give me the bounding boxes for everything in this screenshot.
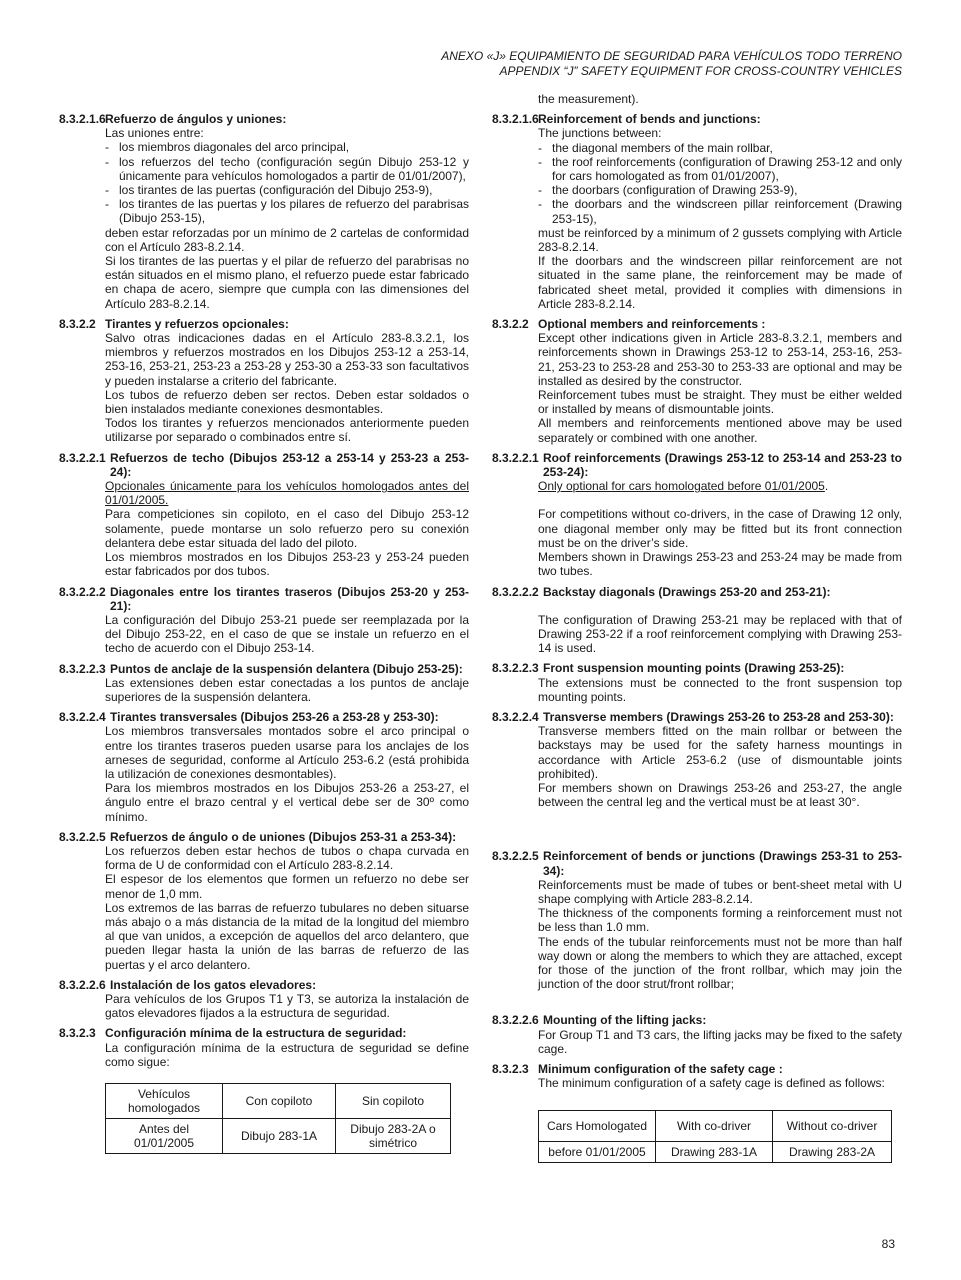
paragraph: Las extensiones deben estar conectadas a los puntos de anclaje superiores de la suspensión delantera. xyxy=(105,675,469,704)
table-cell: Drawing 283-1A xyxy=(656,1142,773,1163)
paragraph: Salvo otras indicaciones dadas en el Artículo 283-8.3.2.1, los miembros y refuerzos mostrados en los Dibujos 253-12 a 253-14, 253-16, 253-21, 253-23 a 253-28 y 253-30 a 253-33 son facultativos y pueden instalarse a criterio del fabricante. xyxy=(105,331,469,388)
paragraph: The thickness of the components forming a reinforcement must not be less than 1.0 mm. xyxy=(538,906,902,935)
paragraph: Reinforcements must be made of tubes or bent-sheet metal with U shape complying with Article 283-8.2.14. xyxy=(538,877,902,906)
english-column xyxy=(492,92,902,1169)
paragraph: Las uniones entre: xyxy=(105,126,204,141)
section-number: 8.3.2.2.6 xyxy=(492,1013,539,1028)
section-number: 8.3.2.2.3 xyxy=(59,661,106,676)
section-en-8-3-2-2-5 xyxy=(492,849,902,991)
list-item: - los tirantes de las puertas (configuración del Dibujo 253-9), xyxy=(105,183,469,197)
section-number: 8.3.2.1.6 xyxy=(492,112,539,127)
paragraph: La configuración del Dibujo 253-21 puede ser reemplazada por la del Dibujo 253-22, en el caso de que se instale un refuerzo en el techo de acuerdo con el Dibujo 253-14. xyxy=(105,612,469,656)
section-title: Instalación de los gatos elevadores: xyxy=(110,977,317,992)
section-number: 8.3.2.2.3 xyxy=(492,661,539,676)
table-row xyxy=(539,1142,892,1163)
table-header-cell: Cars Homologated xyxy=(539,1111,656,1142)
section-number: 8.3.2.2 xyxy=(492,317,529,332)
section-number: 8.3.2.2.1 xyxy=(492,450,539,465)
section-en-8-3-2-2-2 xyxy=(492,585,902,656)
list-item: - the doorbars (configuration of Drawing 253-9), xyxy=(538,183,902,197)
table-header-cell: Without co-driver xyxy=(773,1111,892,1142)
section-title: Tirantes transversales (Dibujos 253-26 a 253-28 y 253-30): xyxy=(110,710,439,725)
paragraph: deben estar reforzadas por un mínimo de 2 cartelas de conformidad con el Artículo 283-8.2.14. xyxy=(105,225,469,254)
section-title: Mounting of the lifting jacks: xyxy=(543,1013,707,1028)
section-number: 8.3.2.3 xyxy=(492,1061,529,1076)
paragraph: La configuración mínima de la estructura de seguridad se define como sigue: xyxy=(105,1040,469,1069)
table-header-cell: Sin copiloto xyxy=(336,1084,451,1119)
paragraph: Para los miembros mostrados en los Dibujos 253-26 a 253-27, el ángulo entre el brazo central y el vertical debe ser de 30º como mínimo. xyxy=(105,781,469,824)
paragraph: Members shown in Drawings 253-23 and 253-24 may be made from two tubes. xyxy=(538,550,902,579)
table-header-cell: Vehículos homologados xyxy=(106,1084,223,1119)
section-en-8-3-2-2 xyxy=(492,317,902,445)
section-es-8-3-2-2 xyxy=(59,317,469,445)
section-en-8-3-2-2-3 xyxy=(492,661,902,704)
section-title: Roof reinforcements (Drawings 253-12 to 253-14 and 253-23 to 253-24): xyxy=(543,450,902,480)
list-item: - the roof reinforcements (configuration of Drawing 253-12 and only for cars homologated as from 01/01/2007), xyxy=(538,155,902,183)
underlined-note: Opcionales únicamente para los vehículos homologados antes del 01/01/2005. xyxy=(105,479,469,508)
section-title: Backstay diagonals (Drawings 253-20 and 253-21): xyxy=(543,584,831,599)
section-en-8-3-2-2-4 xyxy=(492,710,902,809)
section-title: Refuerzo de ángulos y uniones: xyxy=(105,112,287,126)
section-es-8-3-2-2-4 xyxy=(59,710,469,824)
list-item: - the doorbars and the windscreen pillar reinforcement (Drawing 253-15), xyxy=(538,197,902,225)
section-title: Reinforcement of bends and junctions: xyxy=(538,112,761,127)
configuration-table xyxy=(105,1083,451,1154)
table-cell: before 01/01/2005 xyxy=(539,1142,656,1163)
paragraph: Los miembros transversales montados sobre el arco principal o entre los tirantes traseros pueden usarse para los anclajes de los arneses de seguridad, conforme al Artículo 253-6.2 (está prohibida la utilización de conexiones desmontables). xyxy=(105,724,469,781)
section-number: 8.3.2.2.5 xyxy=(492,849,539,864)
section-title: Tirantes y refuerzos opcionales: xyxy=(105,316,289,331)
section-title: Transverse members (Drawings 253-26 to 253-28 and 253-30): xyxy=(543,709,894,724)
header-spanish: ANEXO «J» EQUIPAMIENTO DE SEGURIDAD PARA VEHÍCULOS TODO TERRENO xyxy=(441,49,902,63)
section-en-8-3-2-2-6 xyxy=(492,1013,902,1056)
paragraph: Los extremos de las barras de refuerzo tubulares no deben situarse más abajo o a más distancia de la mitad de la longitud del miembro al que van unidos, a excepción de aquellos del arco delantero, que pueden llegar hasta la unión de las barras de refuerzo de las puertas y el arco delantero. xyxy=(105,900,469,972)
paragraph: must be reinforced by a minimum of 2 gussets complying with Article 283-8.2.14. xyxy=(538,225,902,255)
section-es-8-3-2-2-5 xyxy=(59,830,469,972)
section-es-8-3-2-3 xyxy=(59,1026,469,1154)
section-number: 8.3.2.2.4 xyxy=(492,709,539,724)
section-title: Reinforcement of bends or junctions (Drawings 253-31 to 253-34): xyxy=(543,849,902,878)
page-header xyxy=(202,49,902,79)
list-item: - los miembros diagonales del arco principal, xyxy=(105,140,469,154)
section-es-8-3-2-2-1 xyxy=(59,451,469,579)
list-item: - los tirantes de las puertas y los pilares de refuerzo del parabrisas (Dibujo 253-15), xyxy=(105,197,469,225)
paragraph: The ends of the tubular reinforcements must not be more than half way down or along the members to which they are attached, except for those of the junction of the front rollbar, which may join the junction of the door strut/front rollbar; xyxy=(538,934,902,992)
table-row xyxy=(106,1119,451,1154)
section-title: Minimum configuration of the safety cage : xyxy=(538,1061,783,1076)
list-item: - los refuerzos del techo (configuración según Dibujo 253-12 y únicamente para vehículos homologados a partir de 01/01/2007), xyxy=(105,155,469,183)
section-title: Optional members and reinforcements : xyxy=(538,317,766,332)
paragraph: Los refuerzos deben estar hechos de tubos o chapa curvada en forma de U de conformidad con el Artículo 283-8.2.14. xyxy=(105,843,469,873)
section-number: 8.3.2.2.1 xyxy=(59,450,106,465)
section-es-8-3-2-2-2 xyxy=(59,585,469,656)
section-es-8-3-2-2-6 xyxy=(59,978,469,1021)
paragraph: El espesor de los elementos que formen un refuerzo no debe ser menor de 1,0 mm. xyxy=(105,872,469,901)
table-cell: Antes del 01/01/2005 xyxy=(106,1119,223,1154)
section-number: 8.3.2.1.6 xyxy=(59,112,106,126)
paragraph: The configuration of Drawing 253-21 may be replaced with that of Drawing 253-22 if a roof reinforcement complying with Drawing 253-14 is used. xyxy=(538,612,902,656)
table-header-cell: Con copiloto xyxy=(223,1084,336,1119)
paragraph: Para competiciones sin copiloto, en el caso del Dibujo 253-12 solamente, puede montarse un solo refuerzo pero su conexión delantera debe estar situada del lado del piloto. xyxy=(105,507,469,550)
paragraph: If the doorbars and the windscreen pillar reinforcement are not situated in the same plane, the reinforcement may be made of fabricated sheet metal, provided it complies with dimensions in Article 283-8.2.14. xyxy=(538,254,902,311)
paragraph: For Group T1 and T3 cars, the lifting jacks may be fixed to the safety cage. xyxy=(538,1027,902,1056)
paragraph: For members shown on Drawings 253-26 and 253-27, the angle between the central leg and the vertical must be at least 30°. xyxy=(538,780,902,810)
section-en-8-3-2-3 xyxy=(492,1062,902,1163)
paragraph: Los miembros mostrados en los Dibujos 253-23 y 253-24 pueden estar fabricados por dos tubos. xyxy=(105,550,469,579)
section-number: 8.3.2.2.4 xyxy=(59,710,106,725)
section-number: 8.3.2.2.5 xyxy=(59,829,106,844)
section-title: Refuerzos de ángulo o de uniones (Dibujos 253-31 a 253-34): xyxy=(110,829,457,844)
section-title: Refuerzos de techo (Dibujos 253-12 a 253-14 y 253-23 a 253-24): xyxy=(110,450,469,479)
page-number: 83 xyxy=(881,1237,895,1251)
section-title: Front suspension mounting points (Drawing 253-25): xyxy=(543,661,845,676)
paragraph: The junctions between: xyxy=(538,126,662,141)
list xyxy=(105,140,469,225)
spanish-column xyxy=(59,112,469,1160)
paragraph: Reinforcement tubes must be straight. They must be either welded or installed by means of dismountable joints. xyxy=(538,388,902,417)
section-number: 8.3.2.2 xyxy=(59,316,96,331)
paragraph: Si los tirantes de las puertas y el pilar de refuerzo del parabrisas no están situados en el mismo plano, el refuerzo puede estar fabricado en chapa de acero, siempre que cumpla con las dimensiones del Artículo 283-8.2.14. xyxy=(105,254,469,311)
section-en-8-3-2-1-6 xyxy=(492,112,902,311)
table-cell: Drawing 283-2A xyxy=(773,1142,892,1163)
paragraph: The minimum configuration of a safety cage is defined as follows: xyxy=(538,1076,885,1091)
paragraph: Except other indications given in Article 283-8.3.2.1, members and reinforcements shown in Drawings 253-12 to 253-14, 253-16, 253-21, 253-23 to 253-28 and 253-30 to 253-33 are optional and may be installed as desired by the constructor. xyxy=(538,331,902,388)
paragraph: Todos los tirantes y refuerzos mencionados anteriormente pueden utilizarse por separado o combinados entre sí. xyxy=(105,416,469,445)
table-header-row xyxy=(539,1111,892,1142)
section-es-8-3-2-1-6 xyxy=(59,112,469,311)
table-header-row xyxy=(106,1084,451,1119)
paragraph: The extensions must be connected to the front suspension top mounting points. xyxy=(538,675,902,704)
section-number: 8.3.2.2.6 xyxy=(59,977,106,992)
table-cell: Dibujo 283-1A xyxy=(223,1119,336,1154)
note-period: . xyxy=(824,479,829,494)
table-cell: Dibujo 283-2A o simétrico xyxy=(336,1119,451,1154)
header-english: APPENDIX “J” SAFETY EQUIPMENT FOR CROSS-COUNTRY VEHICLES xyxy=(499,64,902,78)
carried-text: the measurement). xyxy=(538,92,639,106)
section-title: Diagonales entre los tirantes traseros (Dibujos 253-20 y 253-21): xyxy=(110,584,469,613)
section-en-8-3-2-2-1 xyxy=(492,451,902,579)
paragraph: Los tubos de refuerzo deben ser rectos. Deben estar soldados o bien instalados mediante conexiones desmontables. xyxy=(105,387,469,417)
underlined-note: Only optional for cars homologated before 01/01/2005 xyxy=(538,479,825,494)
list-item: - the diagonal members of the main rollbar, xyxy=(538,141,902,155)
section-es-8-3-2-2-3 xyxy=(59,662,469,705)
list xyxy=(538,141,902,226)
paragraph: Transverse members fitted on the main rollbar or between the backstays may be used for the safety harness mountings in accordance with Article 253-6.2 (use of dismountable joints prohibited). xyxy=(538,724,902,781)
section-number: 8.3.2.2.2 xyxy=(492,584,539,599)
paragraph: Para vehículos de los Grupos T1 y T3, se autoriza la instalación de gatos elevadores fijados a la estructura de seguridad. xyxy=(105,991,469,1021)
paragraph: All members and reinforcements mentioned above may be used separately or combined with one another. xyxy=(538,416,902,445)
section-title: Puntos de anclaje de la suspensión delantera (Dibujo 253-25): xyxy=(110,661,463,676)
paragraph: For competitions without co-drivers, in the case of Drawing 12 only, one diagonal member only may be fitted but its front connection must be on the driver’s side. xyxy=(538,507,902,550)
section-number: 8.3.2.2.2 xyxy=(59,584,106,599)
section-number: 8.3.2.3 xyxy=(59,1026,96,1041)
configuration-table xyxy=(538,1110,892,1163)
section-title: Configuración mínima de la estructura de seguridad: xyxy=(105,1026,407,1041)
table-header-cell: With co-driver xyxy=(656,1111,773,1142)
